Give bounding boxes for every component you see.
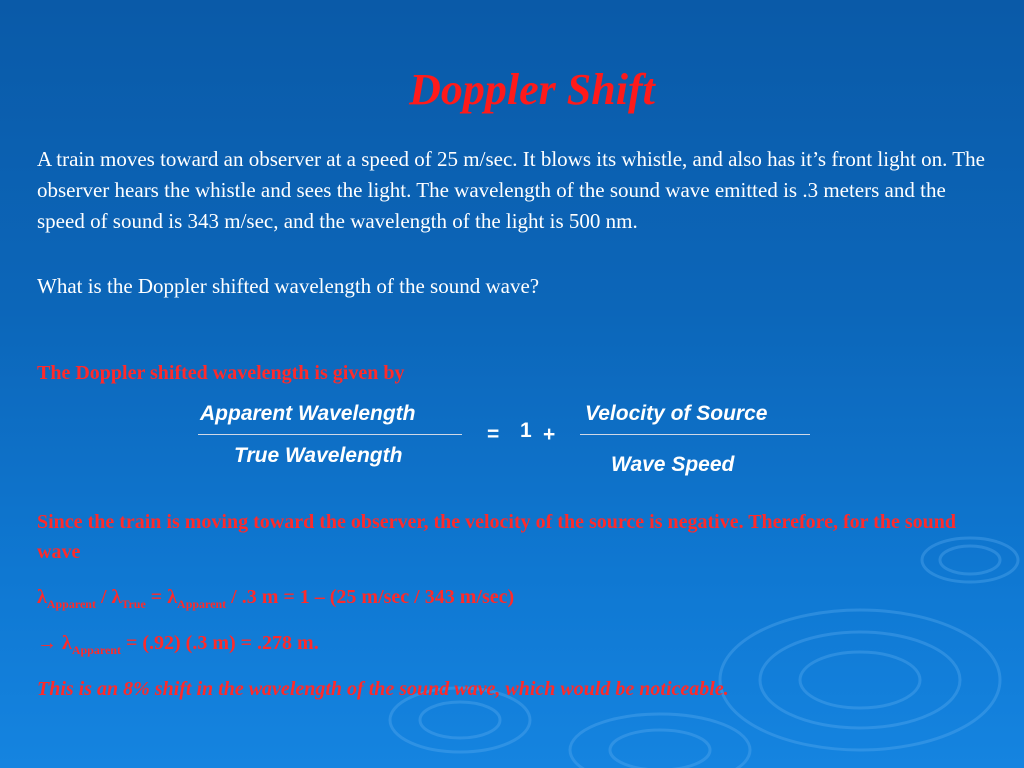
slide-title: Doppler Shift — [409, 65, 655, 114]
question-text: What is the Doppler shifted wavelength of the sound wave? — [37, 274, 540, 298]
conclusion-text: This is an 8% shift in the wavelength of the sound wave, which would be noticeable. — [37, 678, 729, 700]
since-text: Since the train is moving toward the observer, the velocity of the source is negative. Therefore, for the sound wave — [37, 511, 956, 563]
formula-left-denominator: True Wavelength — [234, 444, 403, 467]
formula-plus: + — [543, 423, 556, 446]
fraction-bar-right — [580, 434, 810, 435]
problem-text: A train moves toward an observer at a speed of 25 m/sec. It blows its whistle, and also has it’s front light on. The observer hears the whistle and sees the light. The wavelength of the sound wave emitted is .3 meters and the speed of sound is 343 m/sec, and the wavelength of the light is 500 nm. — [37, 147, 985, 233]
equation-result: → $\lambda_{Apparent} = (.92)$ (.3 m) = .278 m. — [37, 632, 319, 657]
formula-intro: The Doppler shifted wavelength is given by — [37, 362, 405, 384]
formula-equals: = — [487, 423, 500, 446]
formula-left-numerator: Apparent Wavelength — [200, 402, 416, 425]
equation-ratio: $\lambda_{Apparent} / \lambda_{True} = \lambda_{Apparent} / .3$ m = 1 – (25 m/sec / 343 m/sec) — [37, 586, 515, 611]
formula-one: 1 — [520, 419, 532, 442]
fraction-bar-left — [198, 434, 462, 435]
formula-right-denominator: Wave Speed — [611, 453, 735, 476]
formula-right-numerator: Velocity of Source — [585, 402, 768, 425]
